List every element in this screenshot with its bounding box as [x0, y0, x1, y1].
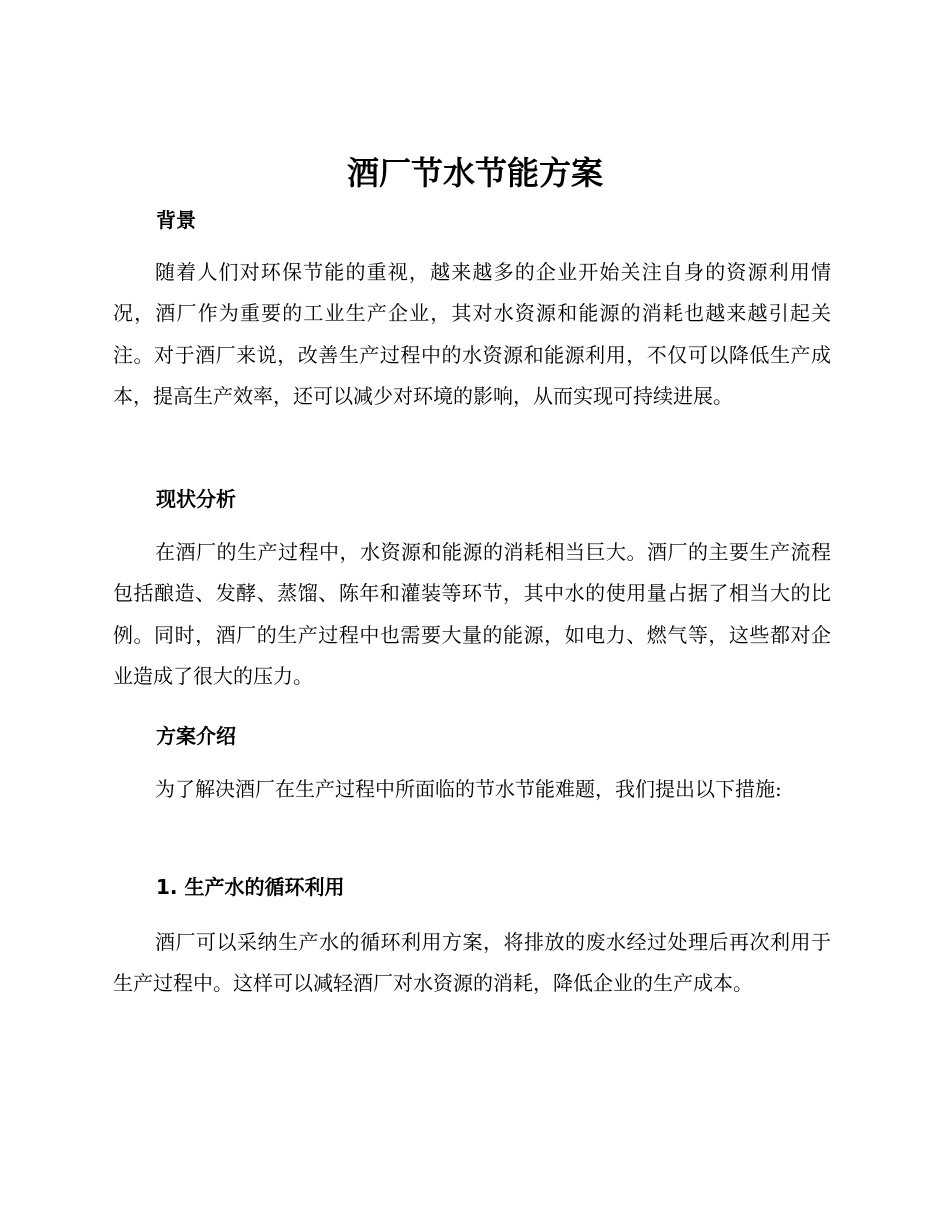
- paragraph-plan-introduction: 为了解决酒厂在生产过程中所面临的节水节能难题，我们提出以下措施:: [155, 777, 782, 801]
- document-title: 酒厂节水节能方案: [346, 154, 603, 192]
- paragraph-background: 随着人们对环保节能的重视，越来越多的企业开始关注自身的资源利用情况，酒厂作为重要的工业生产企业，其对水资源和能源的消耗也越来越引起关注。对于酒厂来说，改善生产过程中的水资源和能源利用，不仅可以降低生产成本，提高生产效率，还可以减少对环境的影响，从而实现可持续进展。: [113, 260, 831, 408]
- section-heading-plan-introduction: 方案介绍: [156, 724, 236, 748]
- section-heading-water-recycling: 1. 生产水的循环利用: [156, 875, 345, 899]
- section-heading-background: 背景: [156, 208, 196, 232]
- section-heading-status-analysis: 现状分析: [156, 487, 236, 511]
- paragraph-water-recycling: 酒厂可以采纳生产水的循环利用方案，将排放的废水经过处理后再次利用于生产过程中。这样可以减轻酒厂对水资源的消耗，降低企业的生产成本。: [113, 930, 831, 996]
- paragraph-status-analysis: 在酒厂的生产过程中，水资源和能源的消耗相当巨大。酒厂的主要生产流程包括酿造、发酵、蒸馏、陈年和灌装等环节，其中水的使用量占据了相当大的比例。同时，酒厂的生产过程中也需要大量的能源，如电力、燃气等，这些都对企业造成了很大的压力。: [113, 540, 831, 688]
